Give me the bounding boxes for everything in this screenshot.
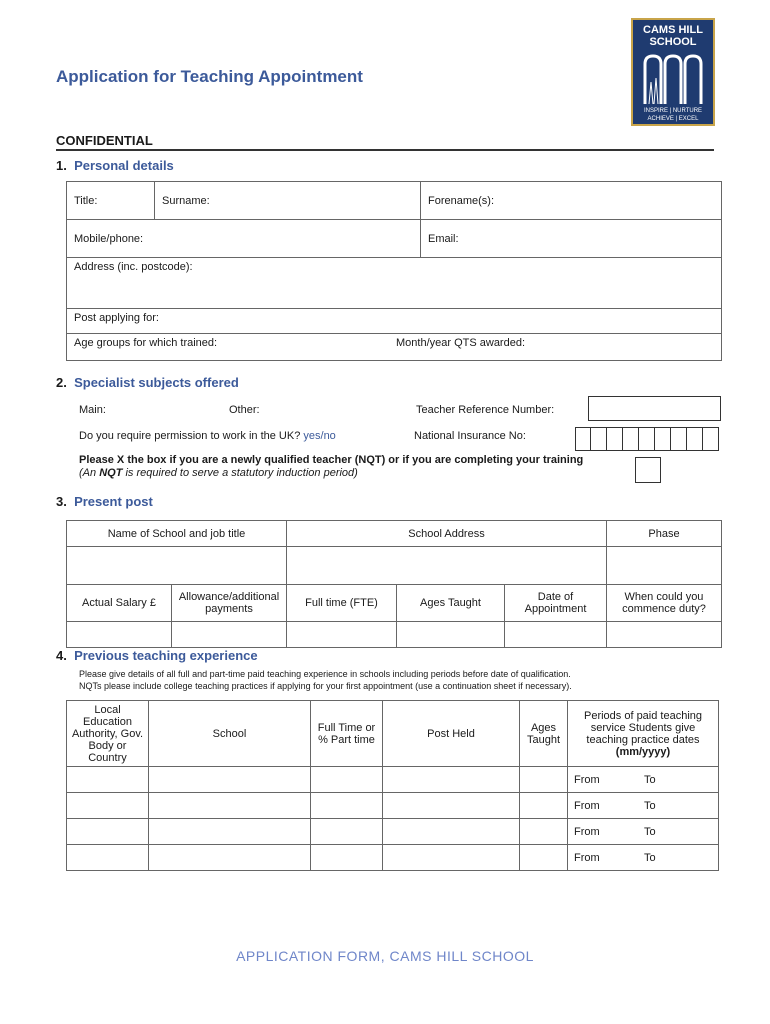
post-input[interactable] <box>383 845 520 871</box>
ages-input[interactable] <box>397 622 505 648</box>
school-input[interactable] <box>149 819 311 845</box>
ni-char-box[interactable] <box>607 427 623 451</box>
page-footer: APPLICATION FORM, CAMS HILL SCHOOL <box>236 948 534 964</box>
col-school-header: School <box>149 701 311 767</box>
period-input[interactable] <box>568 845 719 871</box>
nqt-note <box>79 467 358 479</box>
commence-input[interactable] <box>607 622 722 648</box>
ft-input[interactable] <box>311 819 383 845</box>
period-input[interactable] <box>568 767 719 793</box>
mobile-label: Mobile/phone: <box>74 233 144 245</box>
surname-label: Surname: <box>162 195 210 207</box>
section2-heading <box>56 375 239 390</box>
ft-input[interactable] <box>311 767 383 793</box>
post-field[interactable] <box>67 309 722 334</box>
col-periods-format: (mm/yyyy) <box>615 745 671 758</box>
from-label: From <box>574 826 600 838</box>
ages-header: Ages Taught <box>397 585 505 622</box>
lea-input[interactable] <box>67 793 149 819</box>
ages-input[interactable] <box>520 767 568 793</box>
section2-number: 2. <box>56 375 67 390</box>
age-groups-label: Age groups for which trained: <box>74 337 218 349</box>
post-input[interactable] <box>383 793 520 819</box>
salary-header: Actual Salary £ <box>67 585 172 622</box>
allowance-input[interactable] <box>172 622 287 648</box>
header-divider <box>56 149 714 151</box>
date-header: Date of Appointment <box>505 585 607 622</box>
from-label: From <box>574 774 600 786</box>
yes-no-option[interactable]: yes/no <box>303 430 336 442</box>
col-phase-header: Phase <box>607 521 722 547</box>
forename-label: Forename(s): <box>428 195 495 207</box>
col-lea-header: Local Education Authority, Gov. Body or Country <box>67 701 149 767</box>
address-field[interactable] <box>67 258 722 309</box>
col-post-header: Post Held <box>383 701 520 767</box>
from-label: From <box>574 800 600 812</box>
trn-label: Teacher Reference Number: <box>416 404 555 416</box>
section3-title: Present post <box>74 494 153 509</box>
section4-note1: Please give details of all full and part-time paid teaching experience in schools including periods before date of qualification. <box>79 669 571 679</box>
to-label: To <box>644 826 656 838</box>
period-input[interactable] <box>568 793 719 819</box>
ft-input[interactable] <box>311 845 383 871</box>
section1-number: 1. <box>56 158 67 173</box>
section2-title: Specialist subjects offered <box>74 375 239 390</box>
section4-heading <box>56 648 258 663</box>
qts-label: Month/year QTS awarded: <box>396 337 526 349</box>
logo-line1: CAMS HILL <box>643 24 703 36</box>
trn-input[interactable] <box>588 396 721 421</box>
ni-char-box[interactable] <box>703 427 719 451</box>
ni-char-box[interactable] <box>655 427 671 451</box>
allowance-header: Allowance/additional payments <box>172 585 287 622</box>
school-input[interactable] <box>149 767 311 793</box>
col-address-header: School Address <box>287 521 607 547</box>
col-periods-header <box>568 701 719 767</box>
ni-char-box[interactable] <box>687 427 703 451</box>
to-label: To <box>644 852 656 864</box>
section4-title: Previous teaching experience <box>74 648 258 663</box>
logo-motto1: INSPIRE | NURTURE <box>643 108 703 114</box>
other-subject-label: Other: <box>229 404 260 416</box>
from-label: From <box>574 852 600 864</box>
present-post-table <box>66 520 722 648</box>
logo-line2: SCHOOL <box>649 36 697 48</box>
school-input[interactable] <box>149 845 311 871</box>
nqt-checkbox[interactable] <box>635 457 661 483</box>
logo-arches-icon <box>643 54 705 104</box>
section4-number: 4. <box>56 648 67 663</box>
ages-input[interactable] <box>520 845 568 871</box>
ages-input[interactable] <box>520 819 568 845</box>
salary-input[interactable] <box>67 622 172 648</box>
fte-input[interactable] <box>287 622 397 648</box>
logo-motto2: ACHIEVE | EXCEL <box>647 116 699 122</box>
ni-char-box[interactable] <box>575 427 591 451</box>
ages-input[interactable] <box>520 793 568 819</box>
school-logo <box>631 18 715 126</box>
permission-label: Do you require permission to work in the UK? <box>79 430 301 442</box>
to-label: To <box>644 774 656 786</box>
page-title: Application for Teaching Appointment <box>56 67 363 86</box>
post-input[interactable] <box>383 819 520 845</box>
address-input[interactable] <box>287 547 607 585</box>
post-label: Post applying for: <box>74 312 159 324</box>
fte-header: Full time (FTE) <box>287 585 397 622</box>
address-label: Address (inc. postcode): <box>74 261 193 273</box>
ni-char-box[interactable] <box>591 427 607 451</box>
section3-heading <box>56 494 153 509</box>
school-input[interactable] <box>67 547 287 585</box>
ni-char-box[interactable] <box>623 427 639 451</box>
personal-details-table <box>66 181 722 361</box>
email-label: Email: <box>428 233 459 245</box>
age-groups-field[interactable] <box>67 334 722 361</box>
ni-input-boxes[interactable] <box>575 427 719 451</box>
section4-note2: NQTs please include college teaching practices if applying for your first appointment (use a continuation sheet if necessary). <box>79 681 572 691</box>
post-input[interactable] <box>383 767 520 793</box>
email-field[interactable] <box>421 220 722 258</box>
col-periods-text: Periods of paid teaching service Students give teaching practice dates <box>583 709 703 746</box>
previous-experience-table <box>66 700 719 871</box>
section1-title: Personal details <box>74 158 174 173</box>
lea-input[interactable] <box>67 767 149 793</box>
to-label: To <box>644 800 656 812</box>
ni-label: National Insurance No: <box>414 430 526 442</box>
ni-char-box[interactable] <box>639 427 655 451</box>
title-label: Title: <box>74 195 98 207</box>
forename-field[interactable] <box>421 182 722 220</box>
lea-input[interactable] <box>67 819 149 845</box>
col-ages-header: Ages Taught <box>520 701 568 767</box>
school-input[interactable] <box>149 793 311 819</box>
permission-question <box>79 430 336 442</box>
section3-number: 3. <box>56 494 67 509</box>
ni-char-box[interactable] <box>671 427 687 451</box>
date-input[interactable] <box>505 622 607 648</box>
commence-header: When could you commence duty? <box>607 585 722 622</box>
section1-heading <box>56 158 174 173</box>
surname-field[interactable] <box>155 182 421 220</box>
nqt-note-bold: NQT <box>99 467 123 479</box>
mobile-field[interactable] <box>67 220 421 258</box>
col-school-header: Name of School and job title <box>67 521 287 547</box>
confidential-label: CONFIDENTIAL <box>56 133 153 148</box>
main-subject-label: Main: <box>79 404 106 416</box>
ft-input[interactable] <box>311 793 383 819</box>
phase-input[interactable] <box>607 547 722 585</box>
nqt-note-post: is required to serve a statutory induction period) <box>122 467 358 479</box>
nqt-text: Please X the box if you are a newly qualified teacher (NQT) or if you are completing your training <box>79 454 584 466</box>
nqt-note-pre: (An <box>79 467 100 479</box>
lea-input[interactable] <box>67 845 149 871</box>
col-ft-header: Full Time or % Part time <box>311 701 383 767</box>
period-input[interactable] <box>568 819 719 845</box>
title-field[interactable] <box>67 182 155 220</box>
